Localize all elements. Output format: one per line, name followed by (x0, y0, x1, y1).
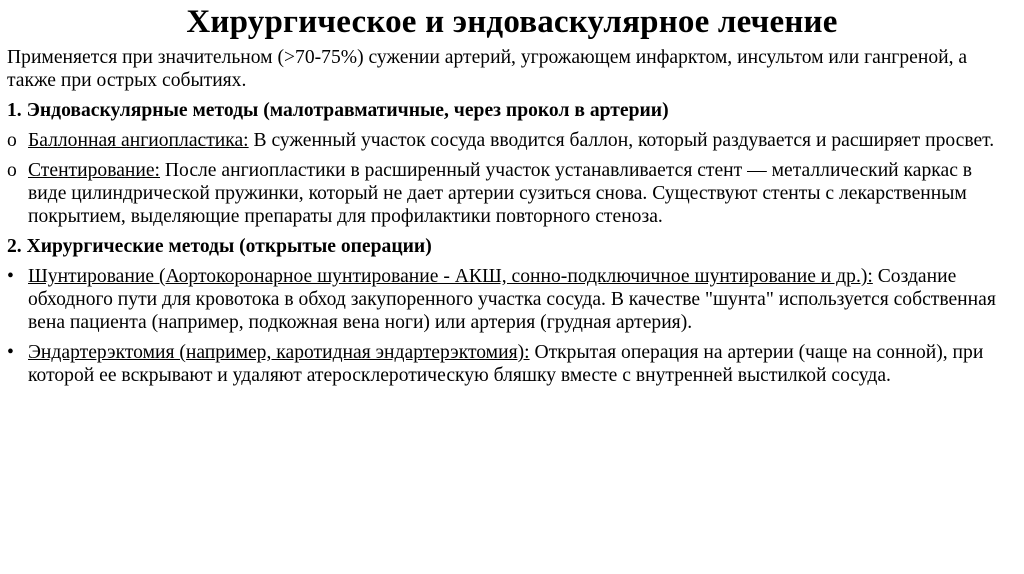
item-text: В суженный участок сосуда вводится баллон, который раздувается и расширяет просвет. (248, 130, 995, 151)
item-text: Открытая операция на артерии (чаще на сонной), при которой ее вскрывают и удаляют атеросклеротическую бляшку вместе с внутренней выстилкой сосуда. (28, 342, 984, 386)
list-marker: o (7, 130, 17, 151)
section-heading-endovascular: 1. Эндоваскулярные методы (малотравматичные, через прокол в артерии) (7, 100, 669, 121)
item-text: После ангиопластики в расширенный участок устанавливается стент — металлический каркас в виде цилиндрической пружинки, который не дает артерии сузиться снова. Существуют стенты с лекарственным покрытием, выделяющие препараты для профилактики повторного стеноза. (28, 160, 973, 227)
list-marker: • (7, 342, 14, 363)
list-item-stenting (7, 159, 1007, 228)
item-term: Баллонная ангиопластика: (28, 130, 249, 151)
list-marker: o (7, 160, 17, 181)
section-heading-surgical: 2. Хирургические методы (открытые операции) (7, 236, 432, 257)
item-term: Стентирование: (28, 160, 160, 181)
item-term: Шунтирование (Аортокоронарное шунтирование - АКШ, сонно-подключичное шунтирование и др.): (28, 266, 873, 287)
list-item-balloon-angioplasty (7, 129, 1007, 152)
item-text: Создание обходного пути для кровотока в обход закупоренного участка сосуда. В качестве "шунта" используется собственная вена пациента (например, подкожная вена ноги) или артерия (грудная артерия). (28, 266, 996, 333)
list-item-bypass (7, 265, 1007, 334)
list-marker: • (7, 266, 14, 287)
slide-title: Хирургическое и эндоваскулярное лечение (186, 4, 838, 40)
list-item-endarterectomy (7, 341, 1007, 387)
item-term: Эндартерэктомия (например, каротидная эндартерэктомия): (28, 342, 530, 363)
intro-paragraph: Применяется при значительном (>70-75%) сужении артерий, угрожающем инфарктом, инсультом или гангреной, а также при острых событиях. (7, 47, 968, 91)
slide-body (7, 46, 1007, 394)
